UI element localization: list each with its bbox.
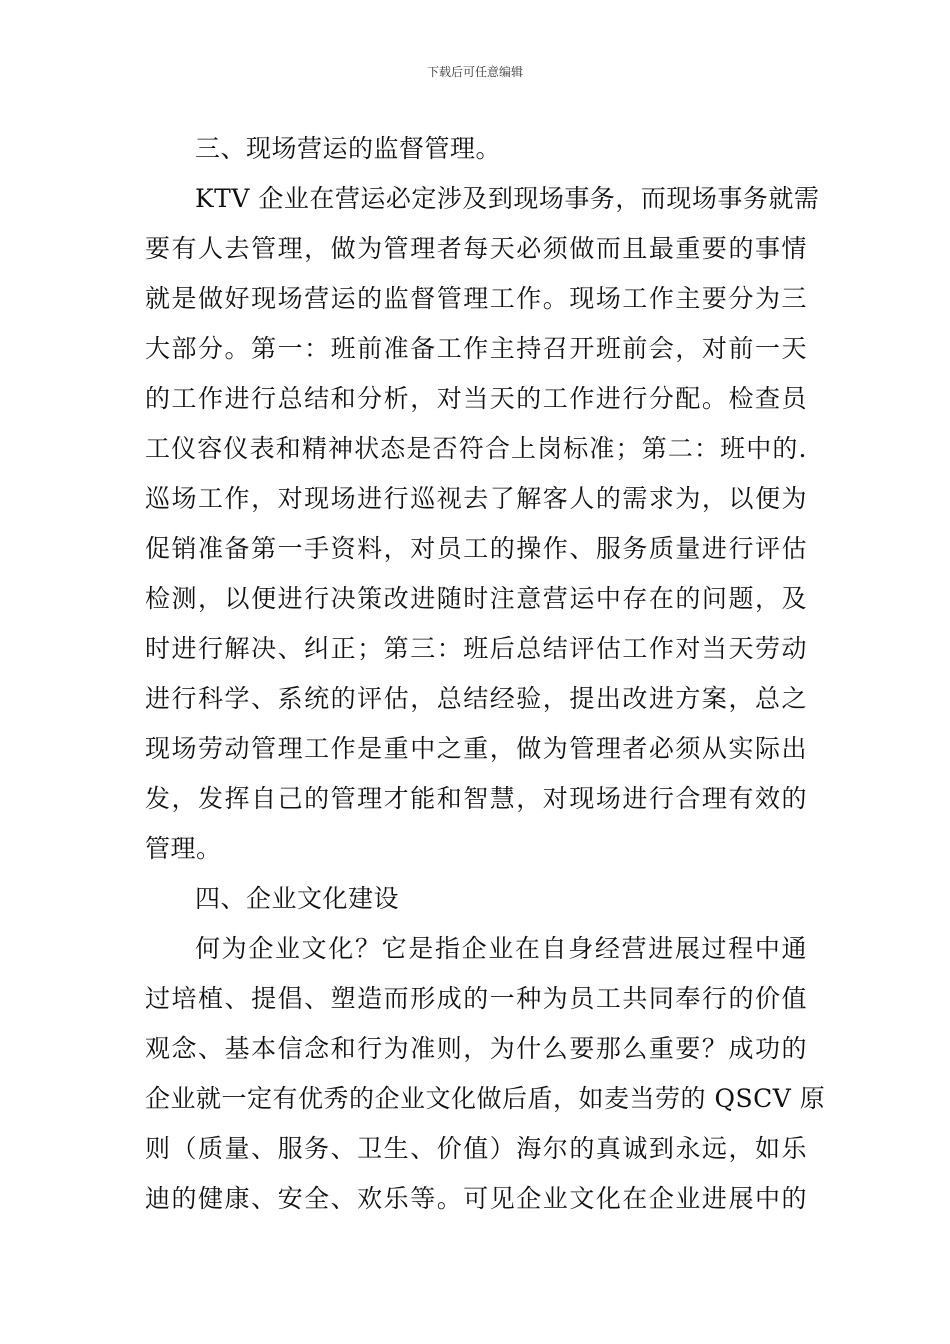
text-line: 发，发挥自己的管理才能和智慧，对现场进行合理有效的	[145, 784, 807, 813]
text-line: 何为企业文化？它是指企业在自身经营进展过程中通	[195, 934, 807, 963]
text-line: 巡场工作，对现场进行巡视去了解客人的需求为，以便为	[145, 484, 807, 513]
text-line: KTV 企业在营运必定涉及到现场事务，而现场事务就需	[195, 184, 820, 213]
text-line: 的工作进行总结和分析，对当天的工作进行分配。检查员	[145, 384, 807, 413]
text-line: 企业就一定有优秀的企业文化做后盾，如麦当劳的 QSCV 原	[145, 1084, 826, 1113]
text-line: 迪的健康、安全、欢乐等。可见企业文化在企业进展中的	[145, 1184, 807, 1213]
text-line: 三、现场营运的监督管理。	[195, 134, 502, 163]
text-line: 四、企业文化建设	[195, 884, 400, 913]
text-line: 则（质量、服务、卫生、价值）海尔的真诚到永远，如乐	[145, 1134, 807, 1163]
text-line: 过培植、提倡、塑造而形成的一种为员工共同奉行的价值	[145, 984, 807, 1013]
text-line: 进行科学、系统的评估，总结经验，提出改进方案，总之	[145, 684, 807, 713]
page-header: 下载后可任意编辑	[426, 65, 523, 79]
text-line: 检测，以便进行决策改进随时注意营运中存在的问题，及	[145, 584, 807, 613]
text-line: 现场劳动管理工作是重中之重，做为管理者必须从实际出	[145, 734, 807, 763]
text-line: 工仪容仪表和精神状态是否符合上岗标准；第二：班中的.	[145, 434, 807, 463]
text-line: 观念、基本信念和行为准则，为什么要那么重要？成功的	[145, 1034, 807, 1063]
text-line: 就是做好现场营运的监督管理工作。现场工作主要分为三	[145, 284, 807, 313]
text-line: 要有人去管理，做为管理者每天必须做而且最重要的事情	[145, 234, 807, 263]
text-line: 时进行解决、纠正；第三：班后总结评估工作对当天劳动	[145, 634, 807, 663]
text-line: 大部分。第一：班前准备工作主持召开班前会，对前一天	[145, 334, 807, 363]
text-line: 管理。	[145, 834, 222, 863]
text-line: 促销准备第一手资料，对员工的操作、服务质量进行评估	[145, 534, 807, 563]
document-body	[145, 124, 826, 1224]
